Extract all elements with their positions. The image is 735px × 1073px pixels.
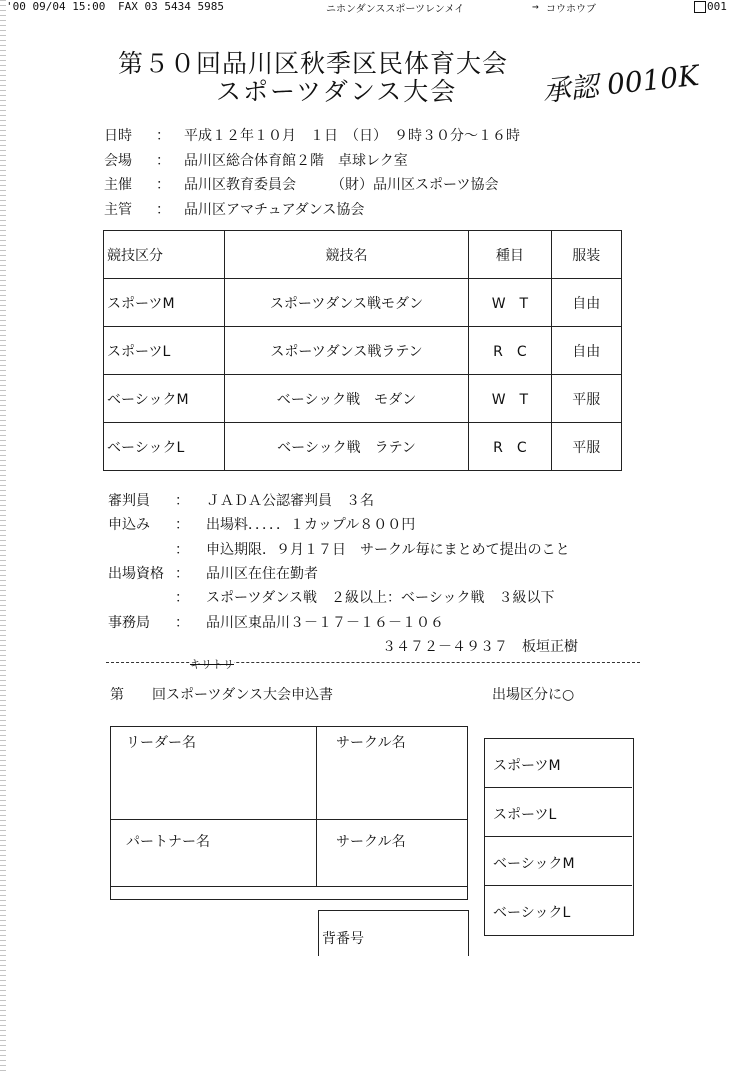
leader-name-field[interactable]: リーダー名 bbox=[126, 735, 196, 751]
table-cell: 平服 bbox=[551, 375, 621, 423]
form-instruction: 出場区分に○ bbox=[492, 687, 575, 703]
info-label: 会場 bbox=[104, 153, 132, 169]
fax-page: 001 bbox=[707, 0, 727, 13]
table-row bbox=[104, 327, 622, 375]
info-organizer: 品川区教育委員会 （財）品川区スポーツ協会 bbox=[184, 177, 499, 193]
info-label: 日時 bbox=[104, 128, 132, 144]
divider bbox=[318, 910, 468, 911]
qualification-label: 出場資格 bbox=[108, 566, 164, 582]
approval-stamp: 承認 0010K bbox=[540, 58, 701, 109]
apply-label: 申込み bbox=[108, 517, 150, 533]
fax-number: FAX 03 5434 5985 bbox=[118, 0, 224, 13]
table-cell: W T bbox=[469, 375, 551, 423]
form-title: 第 回スポーツダンス大会申込書 bbox=[110, 687, 334, 703]
fee-value: 出場料．．．．．１カップル８００円 bbox=[206, 517, 416, 533]
qualification-value: 品川区在住在勤者 bbox=[206, 566, 318, 582]
fax-datetime: '00 09/04 15:00 bbox=[6, 0, 106, 13]
table-cell: R C bbox=[469, 423, 551, 471]
judges-value: ＪＡＤＡ公認審判員 ３名 bbox=[206, 493, 374, 509]
info-venue: 品川区総合体育館２階 卓球レク室 bbox=[184, 153, 408, 169]
table-cell: ベーシックM bbox=[104, 375, 225, 423]
info-label: 主催 bbox=[104, 177, 132, 193]
divider bbox=[318, 910, 319, 956]
table-cell: スポーツダンス戦ラテン bbox=[224, 327, 468, 375]
table-cell: W T bbox=[469, 279, 551, 327]
table-cell: 平服 bbox=[551, 423, 621, 471]
back-number-field[interactable]: 背番号 bbox=[322, 931, 364, 947]
table-cell: 自由 bbox=[551, 327, 621, 375]
table-header: 競技区分 bbox=[104, 231, 225, 279]
info-date: 平成１２年１０月 １日 （日） ９時３０分～１６時 bbox=[184, 128, 520, 144]
cut-line bbox=[106, 662, 640, 663]
fax-sender: ニホンダンススポーツレンメイ bbox=[326, 4, 465, 15]
partner-name-field[interactable]: パートナー名 bbox=[126, 834, 210, 850]
divider bbox=[468, 910, 469, 956]
judges-label: 審判員 bbox=[108, 493, 150, 509]
info-label: 主管 bbox=[104, 202, 132, 218]
entry-name-box bbox=[110, 726, 468, 900]
scan-edge-noise bbox=[0, 0, 6, 1073]
divider bbox=[110, 886, 467, 887]
cut-label: キリトリ bbox=[190, 658, 234, 671]
table-cell: スポーツL bbox=[104, 327, 225, 375]
table-cell: R C bbox=[469, 327, 551, 375]
divider bbox=[110, 819, 467, 820]
table-cell: スポーツM bbox=[104, 279, 225, 327]
office-label: 事務局 bbox=[108, 615, 150, 631]
divider bbox=[316, 726, 317, 886]
table-cell: ベーシックL bbox=[104, 423, 225, 471]
table-header: 種目 bbox=[469, 231, 551, 279]
table-cell: 自由 bbox=[551, 279, 621, 327]
office-address: 品川区東品川３－１７－１６－１０６ bbox=[206, 615, 444, 631]
category-option[interactable]: ベーシックL bbox=[493, 905, 571, 921]
table-header-row bbox=[104, 231, 622, 279]
table-cell: ベーシック戦 ラテン bbox=[224, 423, 468, 471]
table-cell: スポーツダンス戦モダン bbox=[224, 279, 468, 327]
document-subtitle: スポーツダンス大会 bbox=[216, 77, 458, 106]
leader-circle-field[interactable]: サークル名 bbox=[336, 735, 406, 751]
qualification-grade: スポーツダンス戦 ２級以上：ベーシック戦 ３級以下 bbox=[206, 590, 555, 606]
table-row bbox=[104, 423, 622, 471]
partner-circle-field[interactable]: サークル名 bbox=[336, 834, 406, 850]
arrow-icon: → bbox=[532, 0, 539, 13]
deadline-value: 申込期限．９月１７日 サークル毎にまとめて提出のこと bbox=[206, 542, 570, 558]
office-phone: ３４７２－４９３７ 板垣正樹 bbox=[382, 639, 578, 655]
info-manager: 品川区アマチュアダンス協会 bbox=[184, 202, 365, 218]
page-box-icon bbox=[694, 1, 706, 13]
table-row bbox=[104, 279, 622, 327]
category-option[interactable]: スポーツL bbox=[484, 787, 632, 837]
table-cell: ベーシック戦 モダン bbox=[224, 375, 468, 423]
category-option[interactable]: ベーシックM bbox=[484, 836, 632, 886]
table-row bbox=[104, 375, 622, 423]
table-header: 服装 bbox=[551, 231, 621, 279]
document-title: 第５０回品川区秋季区民体育大会 bbox=[118, 49, 509, 78]
table-header: 競技名 bbox=[224, 231, 468, 279]
fax-recipient: コウホウブ bbox=[546, 4, 596, 15]
events-table bbox=[103, 230, 622, 471]
category-option[interactable]: スポーツM bbox=[484, 738, 632, 788]
